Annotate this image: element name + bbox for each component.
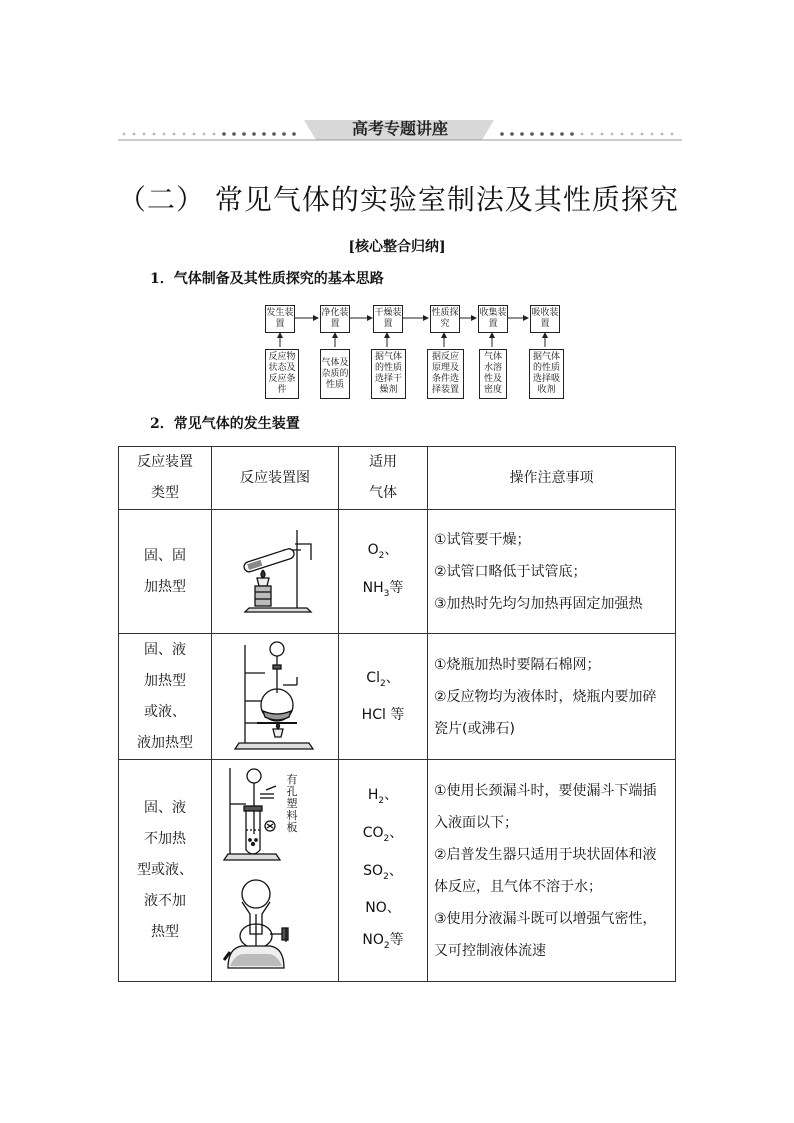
row3-gas: $H_2$、 $CO_2$、 $SO_2$、 NO、 $NO_2$等 bbox=[339, 760, 428, 982]
no-heating-apparatus-image bbox=[220, 764, 330, 974]
flow-step-collection: 收集装置 bbox=[478, 305, 508, 333]
row2-type-line: 固、液 bbox=[144, 641, 186, 658]
row3-type-line: 热型 bbox=[151, 924, 179, 940]
row1-type-line: 固、固 bbox=[144, 547, 186, 564]
header-cell-gas bbox=[339, 447, 428, 510]
section2-heading: 2．常见气体的发生装置 bbox=[150, 416, 300, 432]
note-item: ②试管口略低于试管底； bbox=[434, 563, 587, 580]
flow-step-absorption: 吸收装置 bbox=[530, 305, 560, 333]
row3-apparatus bbox=[212, 760, 339, 982]
row3-type-line: 液不加 bbox=[144, 893, 186, 909]
note-item: ②反应物均为液体时，烧瓶内要加碎瓷片(或沸石) bbox=[434, 688, 657, 737]
header-type-text: 反应装置类型 bbox=[137, 454, 193, 501]
liquid-heating-apparatus-image bbox=[225, 637, 325, 753]
flow-basis-purification: 气体及杂质的性质 bbox=[320, 349, 350, 399]
row2-type-line: 或液、 bbox=[144, 703, 186, 720]
note-item: ①使用长颈漏斗时，要使漏斗下端插入液面以下； bbox=[434, 782, 657, 831]
table-row bbox=[119, 760, 676, 982]
section-subtitle: [核心整合归纳] bbox=[348, 239, 446, 255]
flow-basis-drying: 据气体的性质选择干燥剂 bbox=[371, 349, 406, 399]
banner-title: 高考专题讲座 bbox=[351, 119, 448, 138]
note-item: ③加热时先均匀加热再固定加强热 bbox=[434, 595, 643, 612]
table-row bbox=[119, 510, 676, 634]
header-cell-notes: 操作注意事项 bbox=[428, 447, 676, 510]
note-item: ①烧瓶加热时要隔石棉网； bbox=[434, 656, 601, 673]
solid-heating-apparatus-image bbox=[225, 520, 325, 620]
row3-notes bbox=[428, 760, 676, 982]
note-item: ②启普发生器只适用于块状固体和液体反应，且气体不溶于水； bbox=[434, 846, 657, 895]
flow-basis-property: 据反应原理及条件选择装置 bbox=[427, 349, 464, 399]
flow-basis-collection: 气体水溶性及密度 bbox=[479, 349, 507, 399]
header-cell-type bbox=[119, 447, 212, 510]
note-item: ③使用分液漏斗既可以增强气密性，又可控制液体流速 bbox=[434, 910, 657, 959]
row2-type bbox=[119, 634, 212, 760]
row2-type-line: 液加热型 bbox=[137, 734, 193, 751]
table-row bbox=[119, 634, 676, 760]
row2-gas: $Cl_2$、 HCl 等 bbox=[339, 634, 428, 760]
row1-type-line: 加热型 bbox=[144, 578, 186, 595]
row1-gas: $O_2$、 $NH_3$等 bbox=[339, 510, 428, 634]
row1-apparatus bbox=[212, 510, 339, 634]
row2-type-line: 加热型 bbox=[144, 672, 186, 689]
table-header-row bbox=[119, 447, 676, 510]
gas-generation-table bbox=[118, 446, 676, 982]
page-title: （二） 常见气体的实验室制法及其性质探究 bbox=[118, 183, 679, 216]
note-item: ①试管要干燥； bbox=[434, 531, 531, 548]
flow-basis-generation: 反应物状态及反应条件 bbox=[265, 349, 299, 399]
section1-heading: 1．气体制备及其性质探究的基本思路 bbox=[150, 271, 384, 287]
row2-notes bbox=[428, 634, 676, 760]
flow-step-drying: 干燥装置 bbox=[373, 305, 403, 333]
flow-step-purification: 净化装置 bbox=[320, 305, 350, 333]
row1-type bbox=[119, 510, 212, 634]
header-gas-text: 适用气体 bbox=[369, 454, 397, 501]
row2-apparatus bbox=[212, 634, 339, 760]
row3-type bbox=[119, 760, 212, 982]
flow-step-generation: 发生装置 bbox=[265, 305, 295, 333]
perforated-plate-label: 有孔塑料板 bbox=[286, 773, 298, 834]
row3-type-line: 型或液、 bbox=[137, 862, 193, 878]
row3-type-line: 固、液 bbox=[144, 800, 186, 816]
flow-basis-absorption: 据气体的性质选择吸收剂 bbox=[529, 349, 564, 399]
header-cell-image: 反应装置图 bbox=[212, 447, 339, 510]
row3-type-line: 不加热 bbox=[144, 831, 186, 847]
flow-step-property: 性质探究 bbox=[430, 305, 460, 333]
row1-notes bbox=[428, 510, 676, 634]
